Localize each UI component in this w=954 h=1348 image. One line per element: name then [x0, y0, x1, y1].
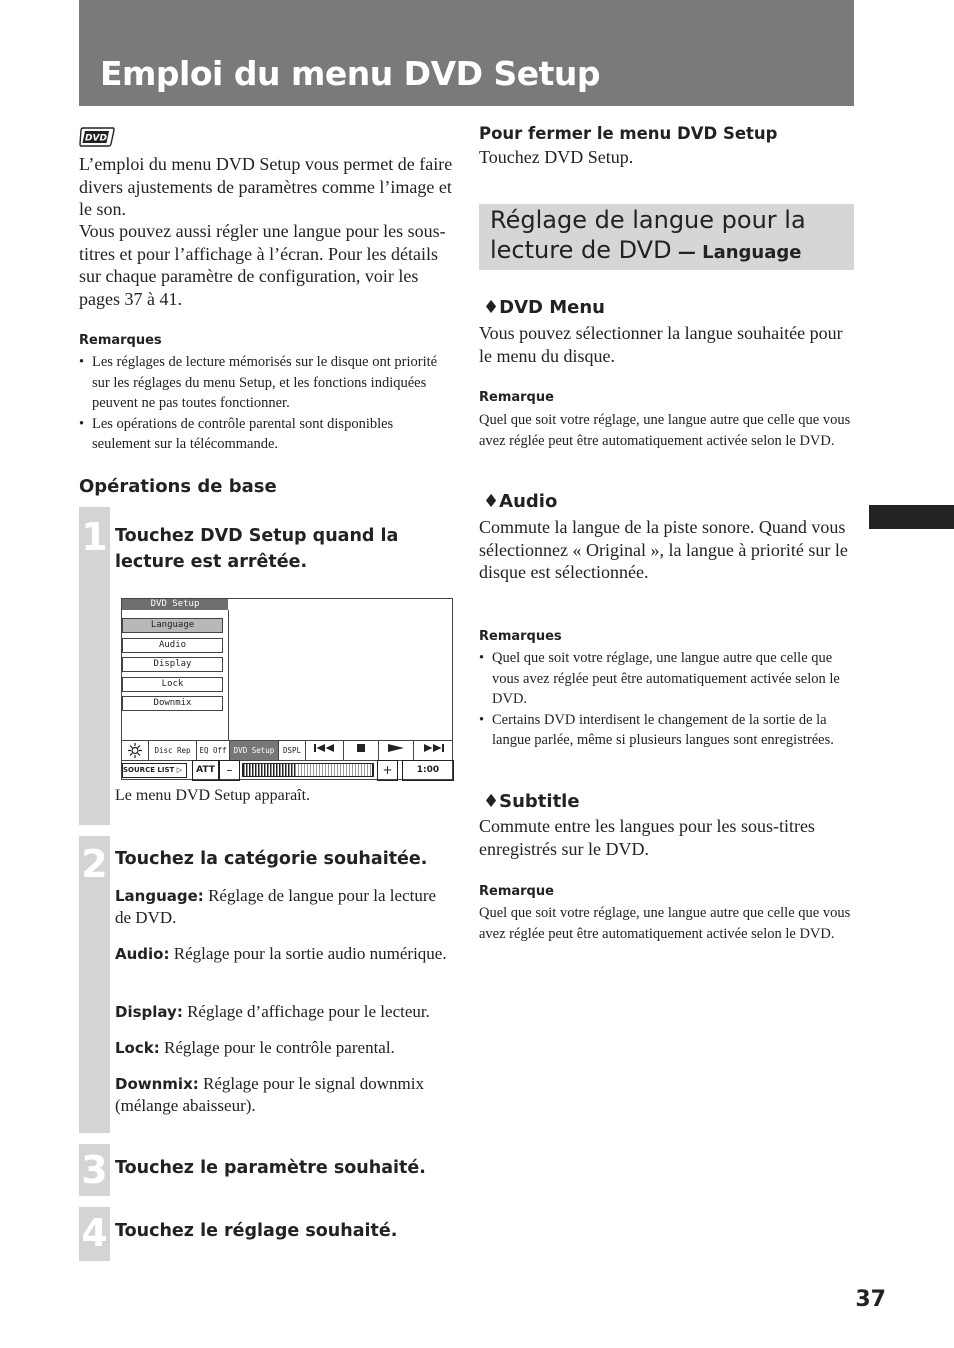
screen-source-arrow-icon: ▷ — [174, 766, 183, 774]
dvd-logo-text: DVD — [85, 133, 107, 144]
screen-menu-audio[interactable]: Audio — [122, 638, 223, 653]
subtitle-heading — [483, 791, 580, 812]
category-display — [115, 1001, 455, 1023]
dvd-menu-heading — [483, 297, 605, 318]
audio-notes-list — [479, 648, 855, 751]
close-menu-text: Touchez DVD Setup. — [479, 147, 634, 167]
category-label: Language: — [115, 887, 204, 905]
screen-menu-downmix[interactable]: Downmix — [122, 696, 223, 711]
section-title-suffix: — Language — [671, 242, 802, 263]
category-audio — [115, 943, 455, 965]
category-text: Réglage pour le signal downmix (mélange abaisseur). — [115, 1074, 424, 1115]
step-2-number: 2 — [81, 842, 108, 886]
category-label: Downmix: — [115, 1075, 199, 1093]
dvd-setup-screen — [121, 598, 453, 780]
step-2-bar — [79, 836, 110, 1133]
note-item: • Les opérations de contrôle parental sont disponibles seulement sur la télécommande. — [79, 414, 451, 455]
subtitle-note-title: Remarque — [479, 884, 554, 899]
section-header-box — [479, 204, 854, 270]
dvd-menu-title: DVD Menu — [499, 297, 605, 318]
category-text: Réglage pour le contrôle parental. — [159, 1038, 395, 1057]
category-text: Réglage pour la sortie audio numérique. — [169, 944, 447, 963]
category-label: Audio: — [115, 945, 170, 963]
screen-eq-off-button[interactable]: EQ Off — [197, 741, 230, 760]
screen-menu-lock[interactable]: Lock — [122, 677, 223, 692]
intro-paragraph-2: Vous pouvez aussi régler une langue pour les sous-titres et pour l’affichage à l’écran. Pour les détails sur chaque paramètre de configuration, voir les pages 37 à 41. — [79, 221, 446, 309]
audio-text: Commute la langue de la piste sonore. Quand vous sélectionnez « Original », la langue à priorité sur le disque est sélectionnée. — [479, 517, 848, 582]
screen-source-list-button[interactable] — [122, 763, 187, 778]
category-lock — [115, 1037, 455, 1059]
step-3-number: 3 — [81, 1148, 108, 1192]
screen-control-bar — [122, 740, 452, 761]
category-text: Réglage de langue pour la lecture de DVD. — [115, 886, 437, 927]
step-2-title: Touchez la catégorie souhaitée. — [115, 849, 428, 869]
note-item: • Quel que soit votre réglage, une langue autre que celle que vous avez réglée peut être automatiquement activée selon le DVD. — [479, 648, 855, 710]
step-1-bar — [79, 507, 110, 825]
step-1-title: Touchez DVD Setup quand la lecture est arrêtée. — [115, 526, 399, 572]
screen-menu-language[interactable]: Language — [122, 618, 223, 633]
category-label: Display: — [115, 1003, 183, 1021]
screen-disc-rep-button[interactable]: Disc Rep — [149, 741, 197, 760]
screen-stop-icon[interactable] — [344, 741, 379, 760]
screen-bottom-bar — [122, 760, 452, 779]
page-header — [79, 0, 854, 106]
screen-prev-icon[interactable] — [306, 741, 344, 760]
category-language — [115, 885, 455, 929]
subtitle-note: Quel que soit votre réglage, une langue autre que celle que vous avez réglée peut être automatiquement activée selon le DVD. — [479, 905, 851, 942]
note-item: • Certains DVD interdisent le changement de la sortie de la langue parlée, même si plusieurs langues sont enregistrées. — [479, 710, 855, 751]
subtitle-text: Commute entre les langues pour les sous-titres enregistrés sur le DVD. — [479, 816, 815, 859]
step-3-bar — [79, 1144, 110, 1196]
screen-volume-meter — [242, 763, 374, 777]
audio-notes-title: Remarques — [479, 629, 562, 644]
dvd-logo-icon — [79, 127, 115, 147]
screen-menu-display[interactable]: Display — [122, 657, 223, 672]
page-number: 37 — [855, 1287, 886, 1312]
notes-list — [79, 352, 451, 455]
note-item: • Les réglages de lecture mémorisés sur le disque ont priorité sur les réglages du menu Setup, et les fonctions indiquées peuvent ne pas toutes fonctionner. — [79, 352, 451, 414]
screen-play-icon[interactable] — [379, 741, 414, 760]
screen-time-display: 1:00 — [402, 760, 454, 781]
dvd-menu-note: Quel que soit votre réglage, une langue autre que celle que vous avez réglée peut être automatiquement activée selon le DVD. — [479, 412, 851, 449]
screen-dspl-button[interactable]: DSPL — [279, 741, 306, 760]
dvd-menu-note-title: Remarque — [479, 390, 554, 405]
step-3-title: Touchez le paramètre souhaité. — [115, 1158, 426, 1178]
screen-dvd-setup-button[interactable]: DVD Setup — [230, 741, 279, 760]
step-1-caption: Le menu DVD Setup apparaît. — [115, 787, 311, 804]
audio-title: Audio — [499, 491, 558, 512]
category-label: Lock: — [115, 1039, 160, 1057]
notes-title: Remarques — [79, 333, 162, 348]
step-4-number: 4 — [81, 1211, 108, 1255]
screen-next-icon[interactable] — [414, 741, 452, 760]
category-downmix — [115, 1073, 455, 1117]
screen-source-list-label: SOURCE LIST — [123, 766, 175, 774]
basic-ops-heading: Opérations de base — [79, 476, 277, 497]
step-4-bar — [79, 1207, 110, 1261]
section-title-line-1: Réglage de langue pour la — [490, 206, 806, 234]
section-title-line-2: lecture de DVD — [490, 236, 672, 264]
step-4-title: Touchez le réglage souhaité. — [115, 1221, 398, 1241]
diamond-icon: ♦ — [483, 491, 500, 512]
screen-menu-panel — [122, 610, 229, 740]
screen-att-button[interactable]: ATT — [192, 760, 219, 781]
intro-paragraph-1: L’emploi du menu DVD Setup vous permet de faire divers ajustements de paramètres comme l’image et le son. — [79, 154, 453, 219]
diamond-icon: ♦ — [483, 297, 500, 318]
screen-title: DVD Setup — [122, 599, 228, 610]
subtitle-title: Subtitle — [499, 791, 580, 812]
side-tab-marker — [869, 505, 954, 529]
page-title: Emploi du menu DVD Setup — [100, 54, 601, 93]
section-title — [490, 205, 806, 268]
screen-volume-down-button[interactable]: – — [219, 760, 240, 781]
screen-volume-up-button[interactable]: + — [377, 760, 398, 781]
step-1-number: 1 — [81, 515, 108, 559]
dvd-menu-text: Vous pouvez sélectionner la langue souhaitée pour le menu du disque. — [479, 323, 843, 366]
screen-settings-icon[interactable] — [122, 741, 149, 760]
category-text: Réglage d’affichage pour le lecteur. — [182, 1002, 430, 1021]
close-menu-heading: Pour fermer le menu DVD Setup — [479, 124, 778, 143]
audio-heading — [483, 491, 557, 512]
diamond-icon: ♦ — [483, 791, 500, 812]
